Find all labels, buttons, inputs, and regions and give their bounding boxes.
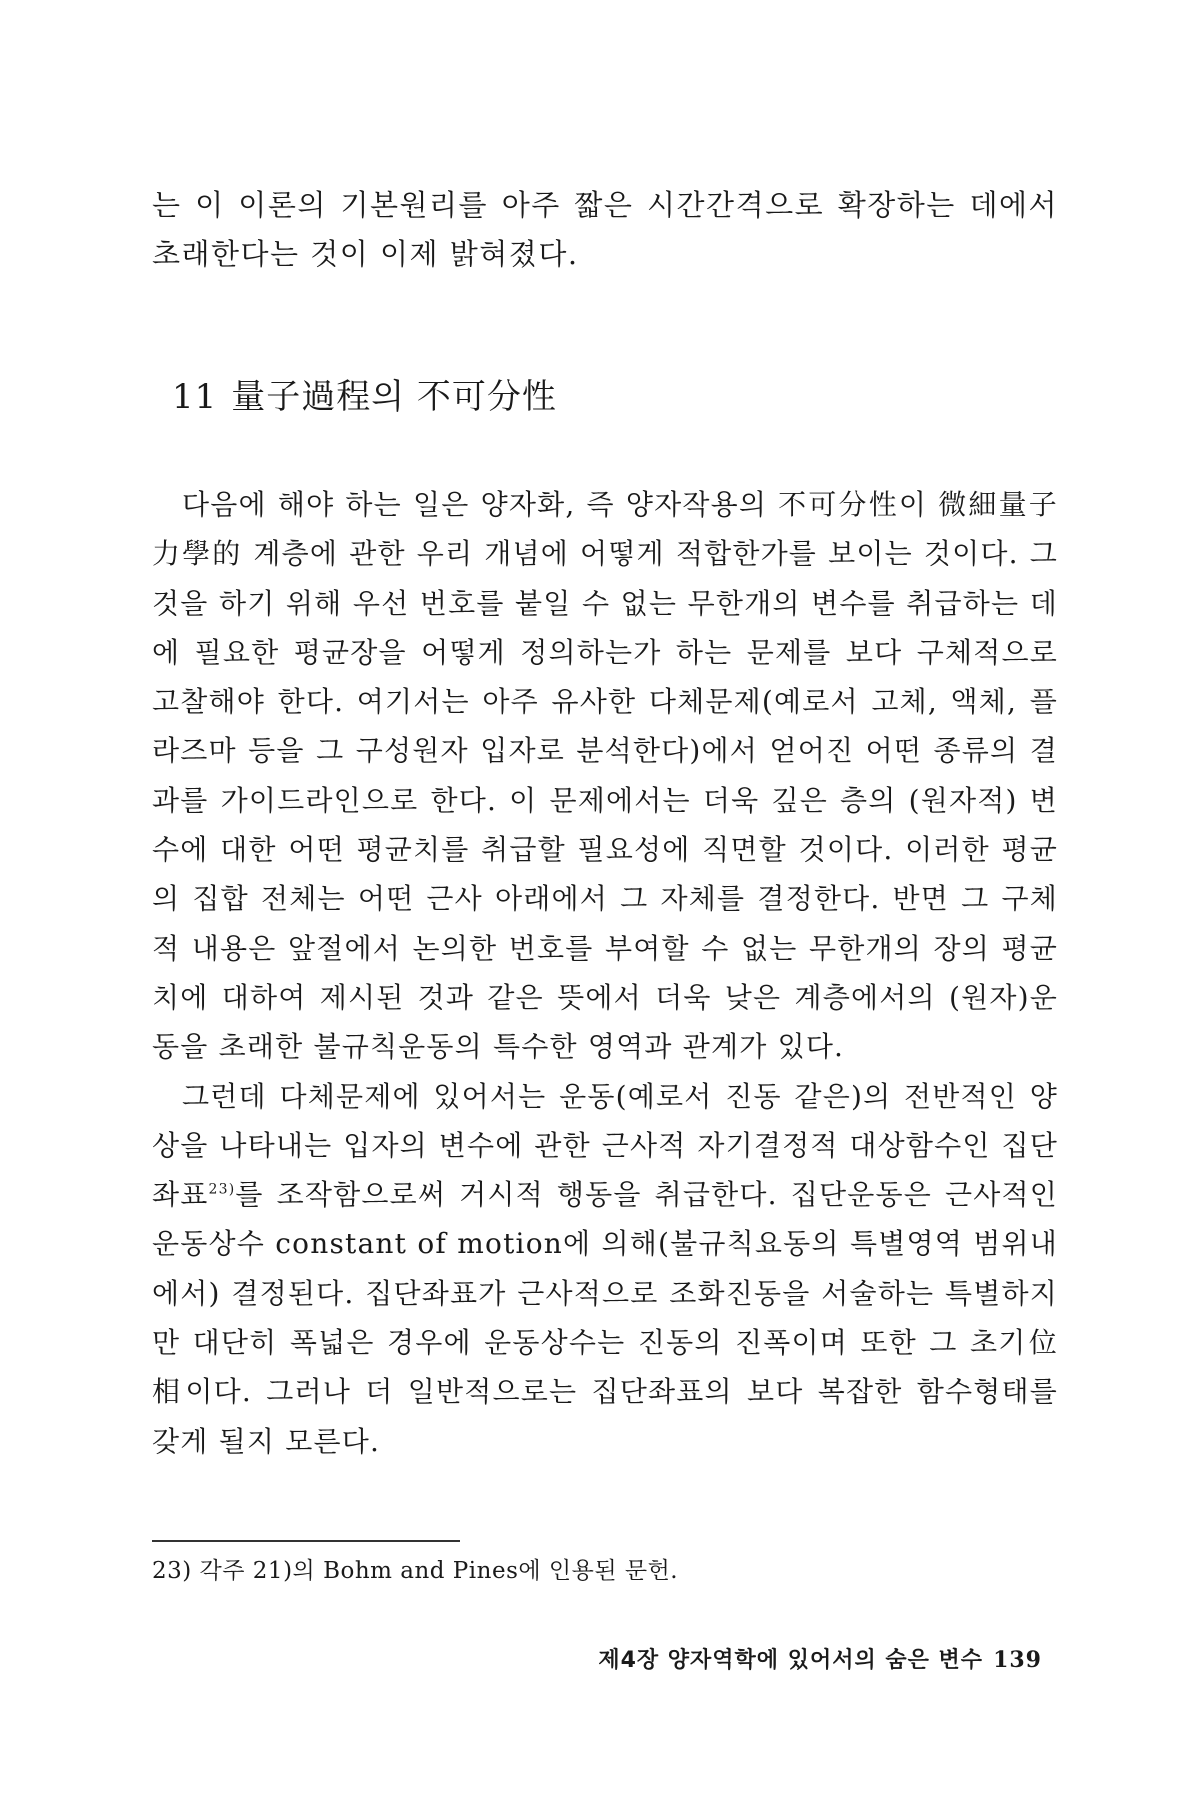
section-heading bbox=[172, 375, 557, 419]
section-title: 量子過程의 不可分性 bbox=[231, 377, 557, 417]
paragraph-2-text-b: 를 조작함으로써 거시적 행동을 취급한다. 집단운동은 근사적인 운동상수 constant of motion에 의해(불규칙요동의 특별영역 범위내에서) 결정된다. 집단좌표가 근사적으로 조화진동을 서술하는 특별하지만 대단히 폭넓은 경우에 운동상수는 진동의 진폭이며 또한 그 초기位相이다. 그러나 더 일반적으로는 집단좌표의 보다 복잡한 함수형태를 갖게 될지 모른다. bbox=[152, 1178, 1058, 1458]
page-number: 139 bbox=[993, 1647, 1042, 1673]
running-footer bbox=[552, 1645, 1042, 1676]
body-paragraph-1: 다음에 해야 하는 일은 양자화, 즉 양자작용의 不可分性이 微細量子力學的 계층에 관한 우리 개념에 어떻게 적합한가를 보이는 것이다. 그것을 하기 위해 우선 번호를 붙일 수 없는 무한개의 변수를 취급하는 데에 필요한 평균장을 어떻게 정의하는가 하는 문제를 보다 구체적으로 고찰해야 한다. 여기서는 아주 유사한 다체문제(예로서 고체, 액체, 플라즈마 등을 그 구성원자 입자로 분석한다)에서 얻어진 어떤 종류의 결과를 가이드라인으로 한다. 이 문제에서는 더욱 깊은 층의 (원자적) 변수에 대한 어떤 평균치를 취급할 필요성에 직면할 것이다. 이러한 평균의 집합 전체는 어떤 근사 아래에서 그 자체를 결정한다. 반면 그 구체적 내용은 앞절에서 논의한 번호를 부여할 수 없는 무한개의 장의 평균치에 대하여 제시된 것과 같은 뜻에서 더욱 낮은 계층에서의 (원자)운동을 초래한 불규칙운동의 특수한 영역과 관계가 있다. bbox=[152, 488, 1058, 1064]
footnote-divider bbox=[152, 1540, 460, 1542]
body-paragraph-2 bbox=[152, 1072, 1058, 1466]
footnote-23: 23) 각주 21)의 Bohm and Pines에 인용된 문헌. bbox=[152, 1558, 679, 1584]
running-title: 제4장 양자역학에 있어서의 숨은 변수 bbox=[598, 1648, 984, 1673]
footnote-ref-23: 23) bbox=[208, 1181, 236, 1198]
section-body bbox=[152, 480, 1058, 1466]
intro-text: 는 이 이론의 기본원리를 아주 짧은 시간간격으로 확장하는 데에서 초래한다는 것이 이제 밝혀졌다. bbox=[152, 188, 1058, 271]
intro-paragraph bbox=[152, 181, 1058, 279]
section-number: 11 bbox=[172, 377, 218, 417]
paragraph-2-text-a: 그런데 다체문제에 있어서는 운동(예로서 진동 같은)의 전반적인 양상을 나타내는 입자의 변수에 관한 근사적 자기결정적 대상함수인 집단좌표 bbox=[152, 1079, 1058, 1212]
